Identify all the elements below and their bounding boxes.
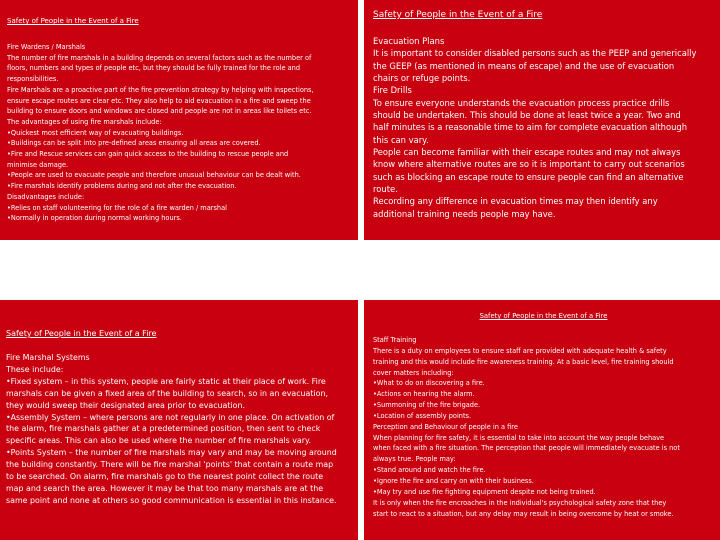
section-heading: Fire Wardens / Marshals <box>7 43 86 51</box>
body-line: marshals can be given a fixed area of the building to search, so in an evacuation, <box>6 388 329 398</box>
section-heading: Staff Training <box>373 336 417 344</box>
body-line: they would sweep their designated area prior to evacuation. <box>6 400 245 410</box>
body-line: start to react to a situation, but any delay may result in being overcome by heat or smoke. <box>373 509 674 518</box>
section-heading: Fire Marshal Systems <box>6 353 90 362</box>
body-line: specific areas. This can also be used where the number of fire marshals vary. <box>6 436 312 446</box>
body-line: •Location of assembly points. <box>373 411 472 420</box>
body-line: •Relies on staff volunteering for the role of a fire warden / marshal <box>7 203 227 212</box>
slide-title: Safety of People in the Event of a Fire <box>479 312 608 320</box>
body-line: cover matters including: <box>373 368 454 377</box>
slide-title: Safety of People in the Event of a Fire <box>373 10 543 20</box>
body-line: always true. People may: <box>373 455 456 464</box>
body-line: •Buildings can be split into pre-defined areas ensuring all areas are covered. <box>7 139 261 148</box>
body-line: this can vary. <box>373 134 429 145</box>
slide-title: Safety of People in the Event of a Fire <box>6 329 157 338</box>
body-line: •Assembly System – where persons are not regularly in one place. On activation of <box>6 412 335 422</box>
body-line: •Stand around and watch the fire. <box>373 466 486 475</box>
body-line: additional training needs people may have. <box>373 208 556 219</box>
body-line: These include: <box>6 364 64 374</box>
body-line: building to ensure doors and windows are closed and people are not in areas like toilets etc. <box>7 107 312 116</box>
slide-body <box>373 346 714 520</box>
body-line: It is only when the fire encroaches in the individual's psychological safety zone that they <box>373 498 667 507</box>
slide-body <box>373 47 714 220</box>
body-line: •Fire marshals identify problems during and not after the evacuation. <box>7 182 237 191</box>
slide-fire-marshal-systems <box>0 300 358 540</box>
body-line: the GEEP (as mentioned in means of escape) and the use of evacuation <box>373 60 675 71</box>
body-line: •Fixed system – in this system, people are fairly static at their place of work. Fire <box>6 376 326 386</box>
body-line: •People are used to evacuate people and therefore unusual behaviour can be dealt with. <box>7 171 301 180</box>
body-line: such as blocking an escape route to ensure people can find an alternative <box>373 171 684 182</box>
slide-fire-wardens <box>0 0 358 240</box>
body-line: •Summoning of the fire brigade. <box>373 401 481 410</box>
body-line: Fire Marshals are a proactive part of the fire prevention strategy by helping with inspections, <box>7 85 314 94</box>
body-line: •Normally in operation during normal working hours. <box>7 214 182 223</box>
body-line: minimise damage. <box>7 160 69 169</box>
body-line: Recording any difference in evacuation times may then identify any <box>373 196 658 207</box>
body-line: Fire Drills <box>373 85 412 96</box>
body-line: know where alternative routes are so it is important to carry out scenarios <box>373 159 685 170</box>
body-line: •Ignore the fire and carry on with their business. <box>373 476 534 485</box>
body-line: same point and none at others so good communication is essential in this instance. <box>6 495 337 505</box>
body-line: map and search the area. However it may be that too many marshals are at the <box>6 483 324 493</box>
body-line: To ensure everyone understands the evacuation process practice drills <box>373 97 670 108</box>
body-line: half minutes is a reasonable time to aim for complete evacuation although <box>373 122 688 133</box>
body-line: People can become familiar with their escape routes and may not always <box>373 147 681 158</box>
body-line: floors, numbers and types of people etc, but they should be fully trained for the role and <box>7 64 301 73</box>
body-line: the alarm, fire marshals gather at a predetermined position, then sent to check <box>6 424 321 434</box>
body-line: •Actions on hearing the alarm. <box>373 390 475 399</box>
body-line: The number of fire marshals in a building depends on several factors such as the number of <box>7 53 312 62</box>
body-line: ensure escape routes are clear etc. They also help to aid evacuation in a fire and sweep the <box>7 96 311 105</box>
body-line: to be searched. On alarm, fire marshals go to the nearest point collect the route <box>6 472 324 482</box>
body-line: •Points System – the number of fire marshals may vary and may be moving around <box>6 448 337 458</box>
body-line: It is important to consider disabled persons such as the PEEP and generically <box>373 48 697 59</box>
body-line: should be undertaken. This should be done at least twice a year. Two and <box>373 110 681 121</box>
body-line: •Quickest most efficient way of evacuating buildings. <box>7 128 184 137</box>
section-heading: Evacuation Plans <box>373 36 445 46</box>
slide-staff-training <box>364 300 720 540</box>
body-line: There is a duty on employees to ensure staff are provided with adequate health & safety <box>373 346 667 355</box>
body-line: training and this would include fire awareness training. At a basic level, fire training should <box>373 357 674 366</box>
body-line: when faced with a fire situation. The perception that people will immediately evacuate is not <box>373 444 680 453</box>
body-line: responsibilities. <box>7 75 59 84</box>
body-line: Disadvantages include: <box>7 192 85 201</box>
body-line: the building constantly. There will be fire marshal 'points' that contain a route map <box>6 460 334 470</box>
body-line: •May try and use fire fighting equipment despite not being trained. <box>373 487 596 496</box>
slide-body <box>6 364 352 507</box>
slide-title: Safety of People in the Event of a Fire <box>7 17 139 25</box>
slide-body <box>7 53 352 224</box>
body-line: Perception and Behaviour of people in a fire <box>373 422 518 431</box>
body-line: When planning for fire safety, it is essential to take into account the way people behave <box>373 433 665 442</box>
body-line: •What to do on discovering a fire. <box>373 379 485 388</box>
body-line: The advantages of using fire marshals include: <box>7 117 162 126</box>
body-line: chairs or refuge points. <box>373 73 471 84</box>
body-line: •Fire and Rescue services can gain quick access to the building to rescue people and <box>7 150 289 159</box>
body-line: route. <box>373 184 398 195</box>
slide-evacuation-plans <box>364 0 720 240</box>
